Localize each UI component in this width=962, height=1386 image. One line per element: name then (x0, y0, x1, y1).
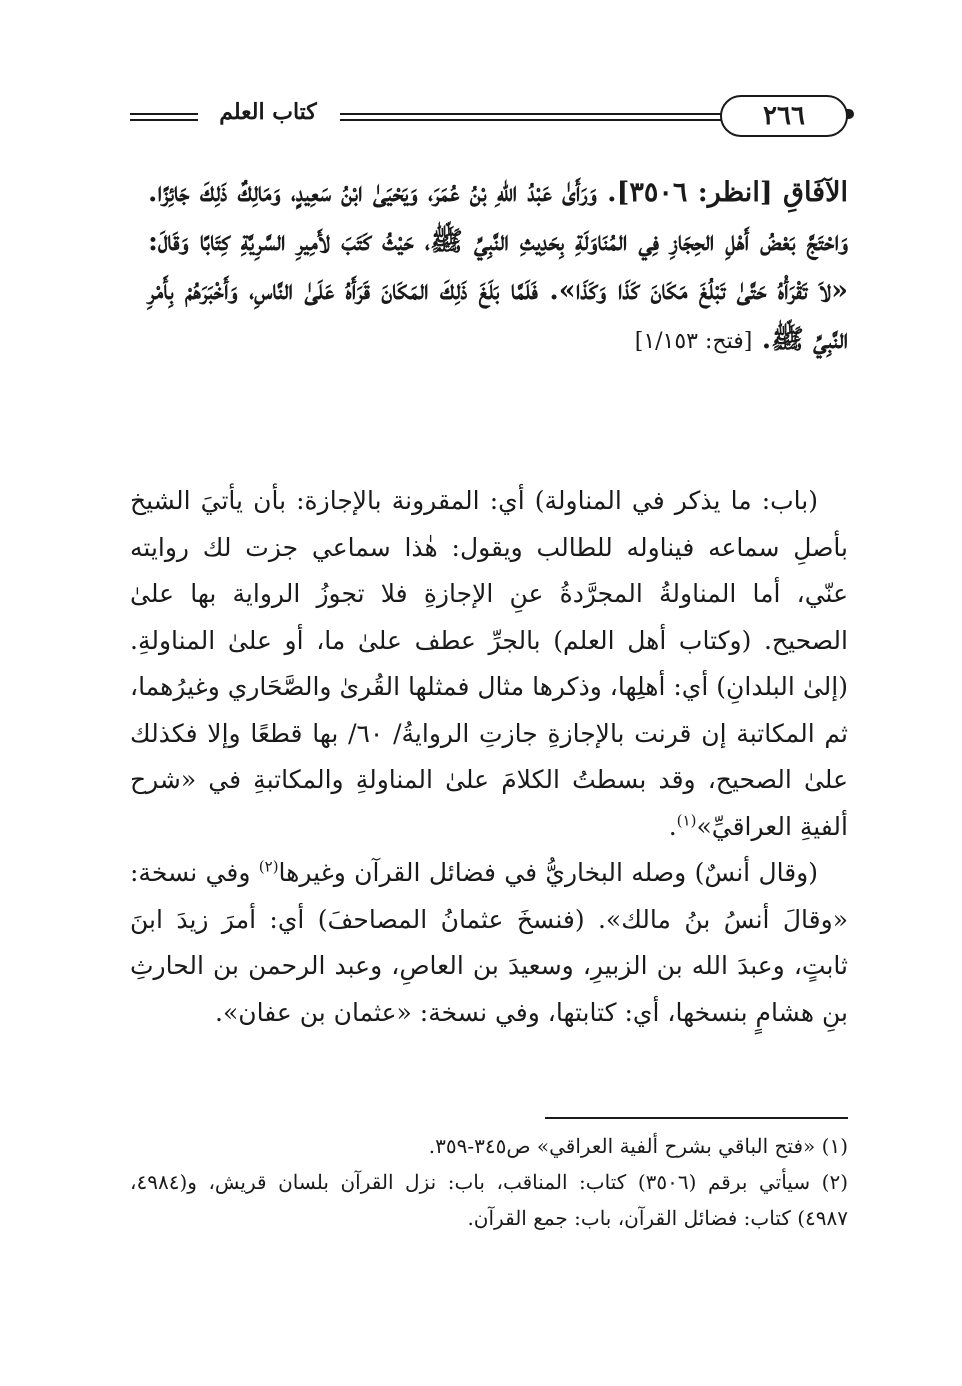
commentary-block (130, 478, 848, 1036)
footnotes-block (130, 1128, 848, 1236)
page-header (130, 95, 848, 139)
commentary-paragraph-1 (130, 478, 848, 850)
page-number: ٢٦٦ (720, 95, 848, 137)
commentary-paragraph-2 (130, 850, 848, 1036)
commentary-text-2b: وفي نسخة: «وقالَ أنسُ بنُ مالك». (فنسخَ عثمانُ المصاحفَ) أي: أمرَ زيدَ ابنَ ثابتٍ، وعبدَ الله بن الزبيرِ، وسعيدَ بن العاصِ، وعبد الرحمن بن الحارثِ بنِ هشامٍ بنسخها، أي: كتابتها، وفي نسخة: «عثمان بن عفان». (130, 858, 848, 1027)
hadith-paragraph (148, 168, 848, 366)
book-title: كتاب العلم (219, 99, 317, 125)
header-rule-left (130, 113, 198, 115)
commentary-text-1: (باب: ما يذكر في المناولة) أي: المقرونة بالإجازة: بأن يأتيَ الشيخ بأصلِ سماعه فيناوله للطالب ويقول: هٰذا سماعي جزت لك روايته عنّي، أما المناولةُ المجرَّدةُ عنِ الإجازةِ فلا تجوزُ الرواية بها علىٰ الصحيح. (وكتاب أهل العلم) بالجرِّ عطف علىٰ ما، أو علىٰ المناولةِ. (إلىٰ البلدانِ) أي: أهلِها، وذكرها مثال فمثلها القُرىٰ والصَّحَاري وغيرُهما، ثم المكاتبة إن قرنت بالإجازةِ جازتِ الروايةُ/ ٦٠/ بها قطعًا وإلا فكذلك علىٰ الصحيح، وقد بسطتُ الكلامَ علىٰ المناولةِ والمكاتبةِ في «شرح ألفيةِ العراقيِّ» (130, 486, 848, 841)
footnote-marker-1: (١) (676, 811, 697, 830)
footnote-divider (545, 1117, 848, 1119)
hadith-text-block (148, 168, 848, 366)
footnote-1: (١) «فتح الباقي بشرح ألفية العراقي» ص٣٤٥-٣٥٩. (428, 1134, 848, 1158)
commentary-text-1-end: . (668, 811, 677, 841)
hadith-reference: [فتح: ١/١٥٣] (634, 329, 753, 354)
hadith-text: الآفَاقِ [انظر: ٣٥٠٦]. وَرَأَىٰ عَبْدُ اللهِ بْنُ عُمَرَ، وَيَحْيَىٰ ابْنُ سَعِيدٍ، وَمَالِكٌ ذَلِكَ جَائِزًا. وَاحْتَجَّ بَعْضُ أَهْلِ الحِجَازِ فِي المُنَاوَلَةِ بِحَدِيثِ النَّبِيِّ ﷺ، حَيْثُ كَتَبَ لأَمِيرِ السَّرِيَّةِ كِتَابًا وَقَالَ: «لاَ تَقْرَأْهُ حَتَّىٰ تَبْلُغَ مَكَانَ كَذَا وَكَذَا». فَلَمَّا بَلَغَ ذَلِكَ المَكَانَ قَرَأَهُ عَلَىٰ النَّاسِ، وَأَخْبَرَهُمْ بِأَمْرِ النَّبِيِّ ﷺ. (148, 177, 848, 355)
commentary-text-2a: (وقال أنسٌ) وصله البخاريُّ في فضائل القرآن وغيرها (278, 858, 818, 887)
footnote-marker-2: (٢) (258, 857, 279, 876)
footnote-2: (٢) سيأتي برقم (٣٥٠٦) كتاب: المناقب، باب: نزل القرآن بلسان قريش، و(٤٩٨٤، ٤٩٨٧) كتاب: فضائل القرآن، باب: جمع القرآن. (130, 1170, 848, 1230)
